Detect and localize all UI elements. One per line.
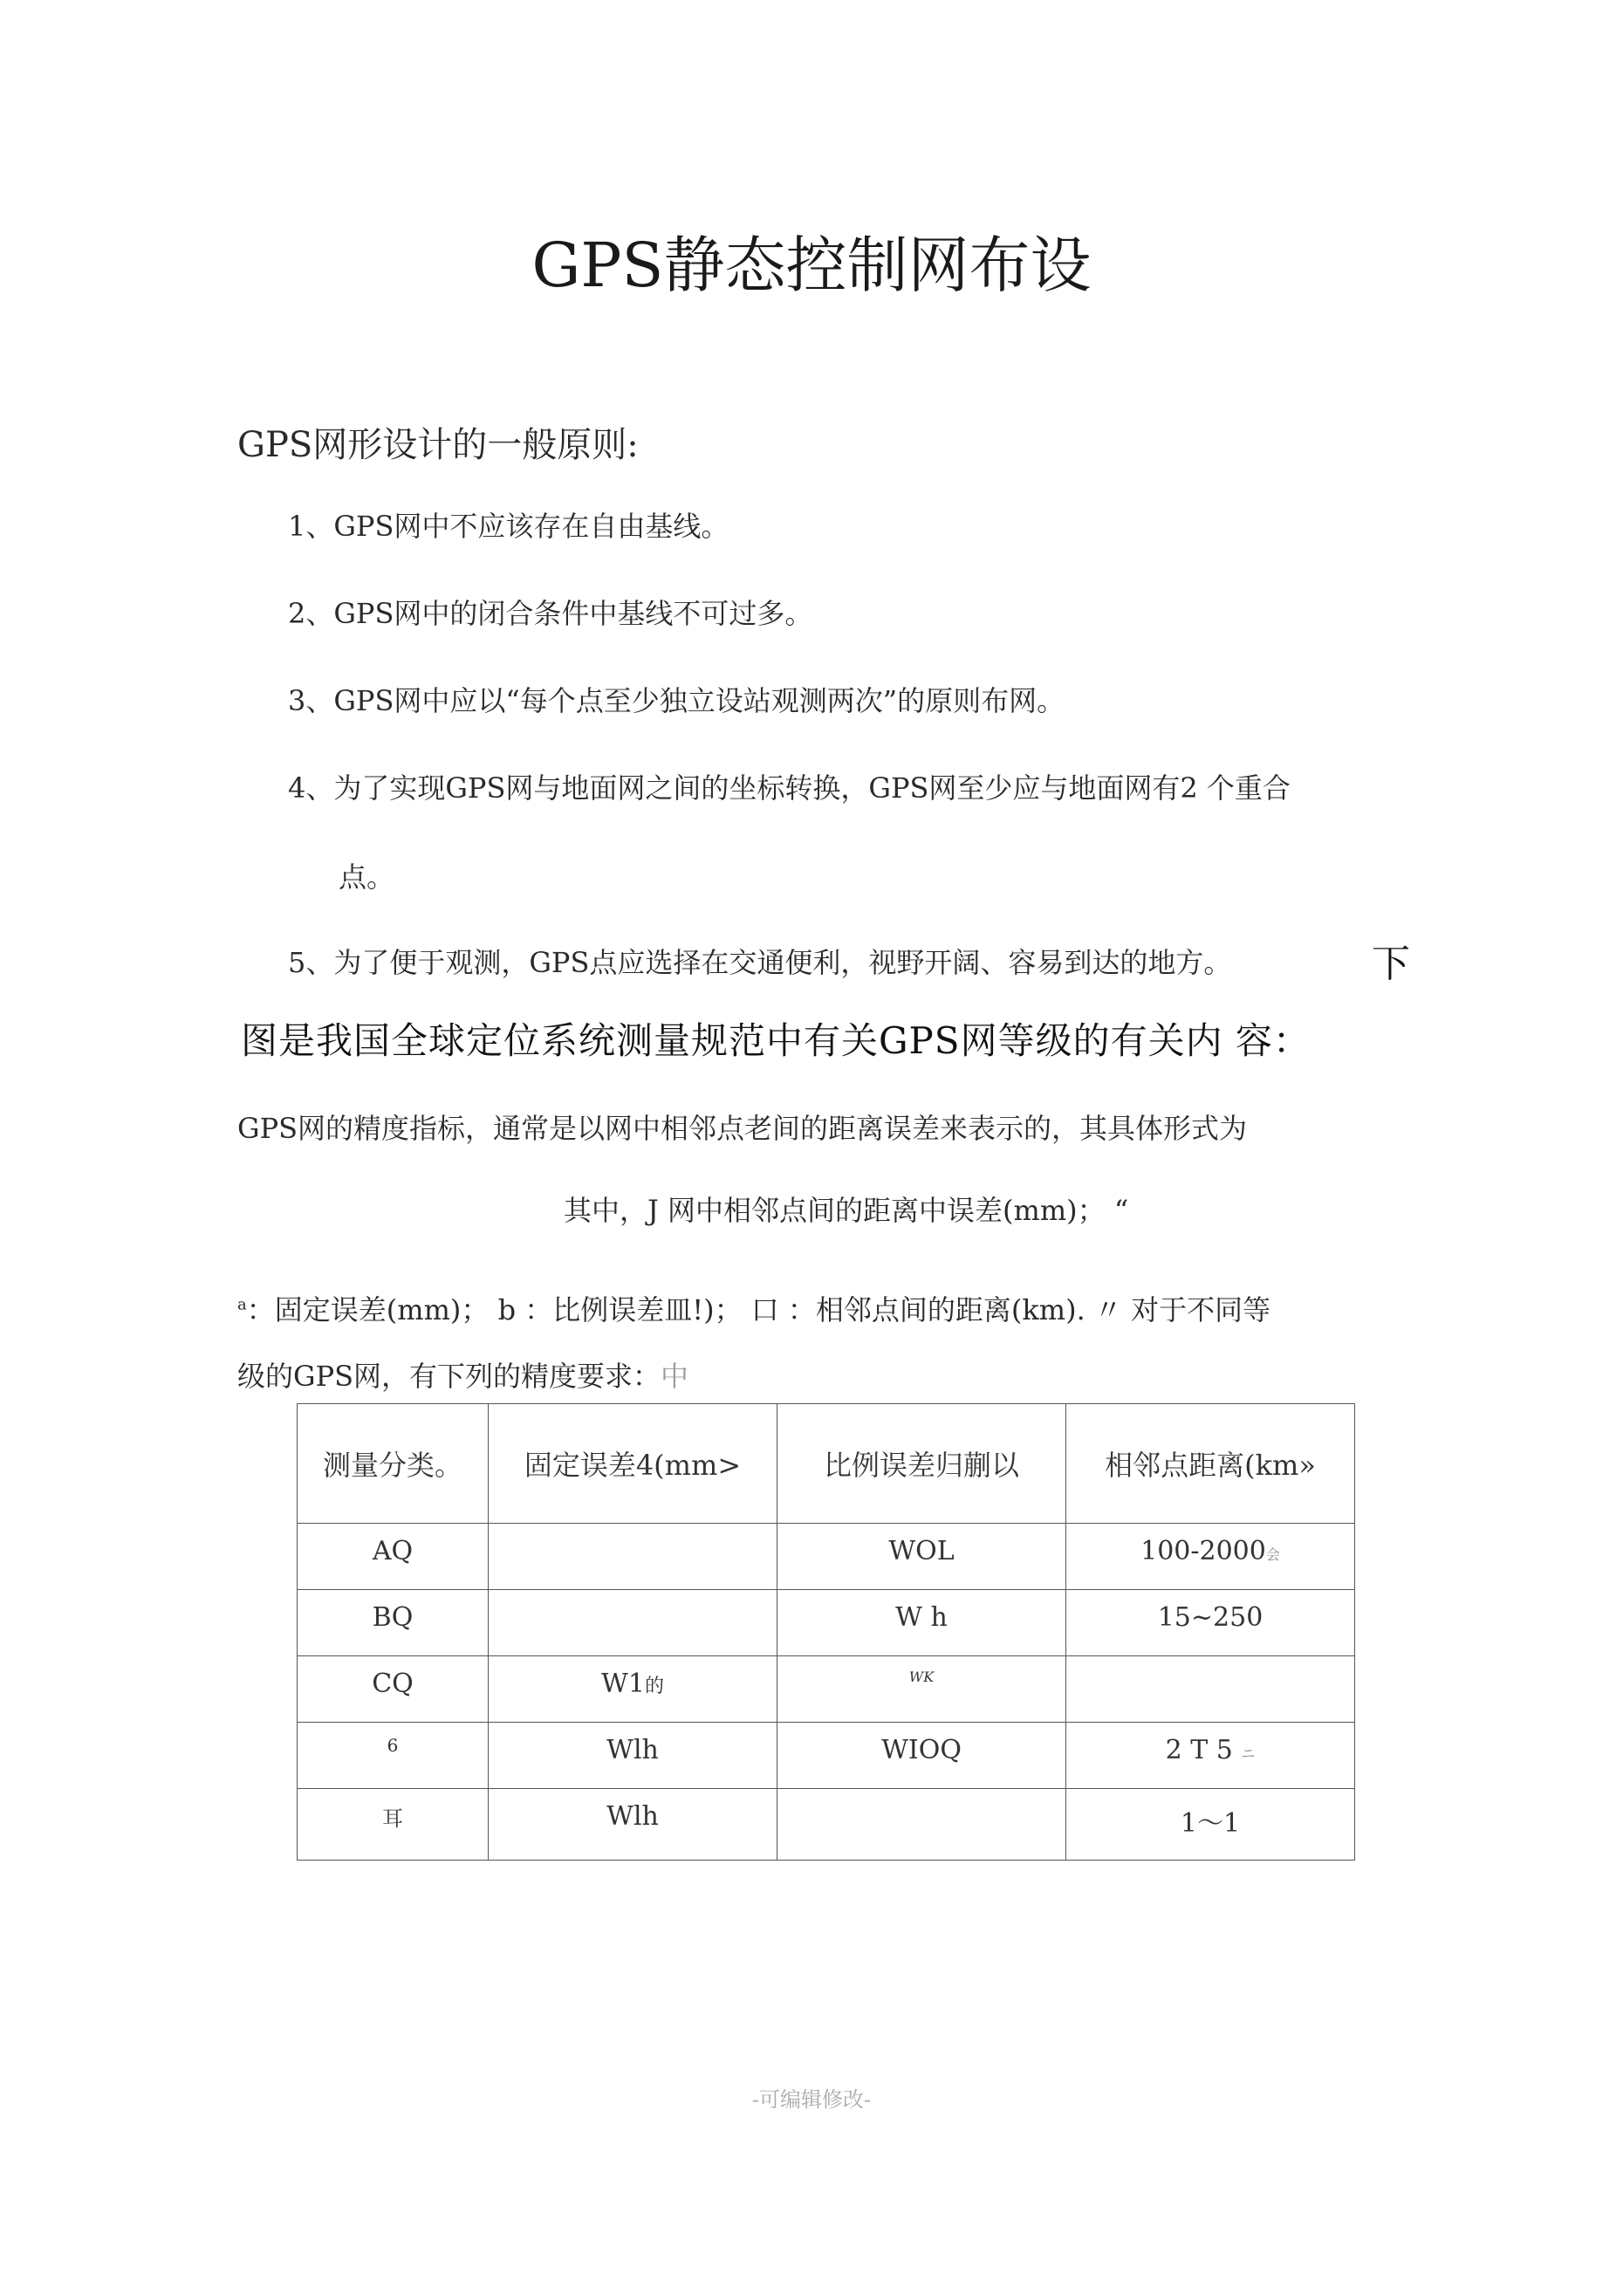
table-cell-text: W1 [601,1669,645,1699]
table-row [298,1524,1355,1590]
list-item-5-tail: 下 [1372,942,1410,986]
precision-paragraph: GPS网的精度指标，通常是以网中相邻点老间的距离误差来表示的，其具体形式为 [237,1112,1248,1145]
table-row [298,1590,1355,1656]
table-cell: Wlh [489,1723,777,1789]
list-item-5: 5、为了便于观测，GPS点应选择在交通便利，视野开阔、容易到达的地方。 [288,946,1232,979]
list-item-1: 1、GPS网中不应该存在自由基线。 [288,510,729,543]
table-cell [1066,1524,1355,1590]
header-category: 测量分类。 [298,1404,489,1524]
table-cell-note: 的 [644,1676,664,1697]
requirements-tail: 中 [661,1360,689,1393]
table-row [298,1723,1355,1789]
table-cell: 15~250 [1066,1590,1355,1656]
error-definitions-text: ：固定误差(mm)； b ：比例误差皿!)； 口 ：相邻点间的距离(km). 〃 对于不同等 [246,1293,1271,1326]
table-cell: 1〜1 [1066,1789,1355,1861]
list-item-2: 2、GPS网中的闭合条件中基线不可过多。 [288,597,813,630]
table-cell [1066,1723,1355,1789]
requirements-line [237,1354,688,1395]
table-row [298,1656,1355,1723]
table-cell: AQ [298,1524,489,1590]
section-heading: GPS网形设计的一般原则: [237,425,639,465]
table-cell: WOL [777,1524,1066,1590]
table-cell [1066,1656,1355,1723]
precision-table [297,1403,1355,1861]
table-cell: 耳 [298,1789,489,1861]
table-cell-note: 会 [1265,1546,1280,1563]
table-cell: BQ [298,1590,489,1656]
header-fixed-error: 固定误差4(mm> [489,1404,777,1524]
formula-note: 其中，J 网中相邻点间的距离中误差(mm)； “ [564,1194,1129,1227]
list-item-4-continued: 点。 [339,860,395,894]
table-cell: W h [777,1590,1066,1656]
table-cell: 6 [298,1723,489,1789]
table-cell [489,1656,777,1723]
table-cell [489,1590,777,1656]
table-cell: WK [777,1656,1066,1723]
table-cell: WIOQ [777,1723,1066,1789]
error-definitions [237,1288,1270,1328]
table-cell: CQ [298,1656,489,1723]
table-row [298,1789,1355,1861]
table-cell-text: 100-2000 [1140,1536,1266,1566]
header-proportional-error: 比例误差归蒯以 [777,1404,1066,1524]
table-cell-note: ニ [1241,1745,1256,1762]
table-cell [777,1789,1066,1861]
requirements-text: 级的GPS网，有下列的精度要求： [237,1360,661,1393]
list-item-3: 3、GPS网中应以“每个点至少独立设站观测两次”的原则布网。 [288,684,1065,717]
superscript-a: a [237,1295,247,1314]
table-cell-text: 2 T 5 [1165,1735,1233,1765]
page-title: GPS静态控制网布设 [531,230,1092,301]
table-header-row [298,1404,1355,1524]
table-cell [489,1524,777,1590]
list-item-4: 4、为了实现GPS网与地面网之间的坐标转换，GPS网至少应与地面网有2 个重合 [288,771,1291,805]
header-adjacent-distance: 相邻点距离(km» [1066,1404,1355,1524]
table-cell: Wlh [489,1789,777,1861]
page-footer: -可编辑修改- [751,2087,872,2112]
table-intro-line: 图是我国全球定位系统测量规范中有关GPS网等级的有关内 容： [241,1019,1311,1062]
